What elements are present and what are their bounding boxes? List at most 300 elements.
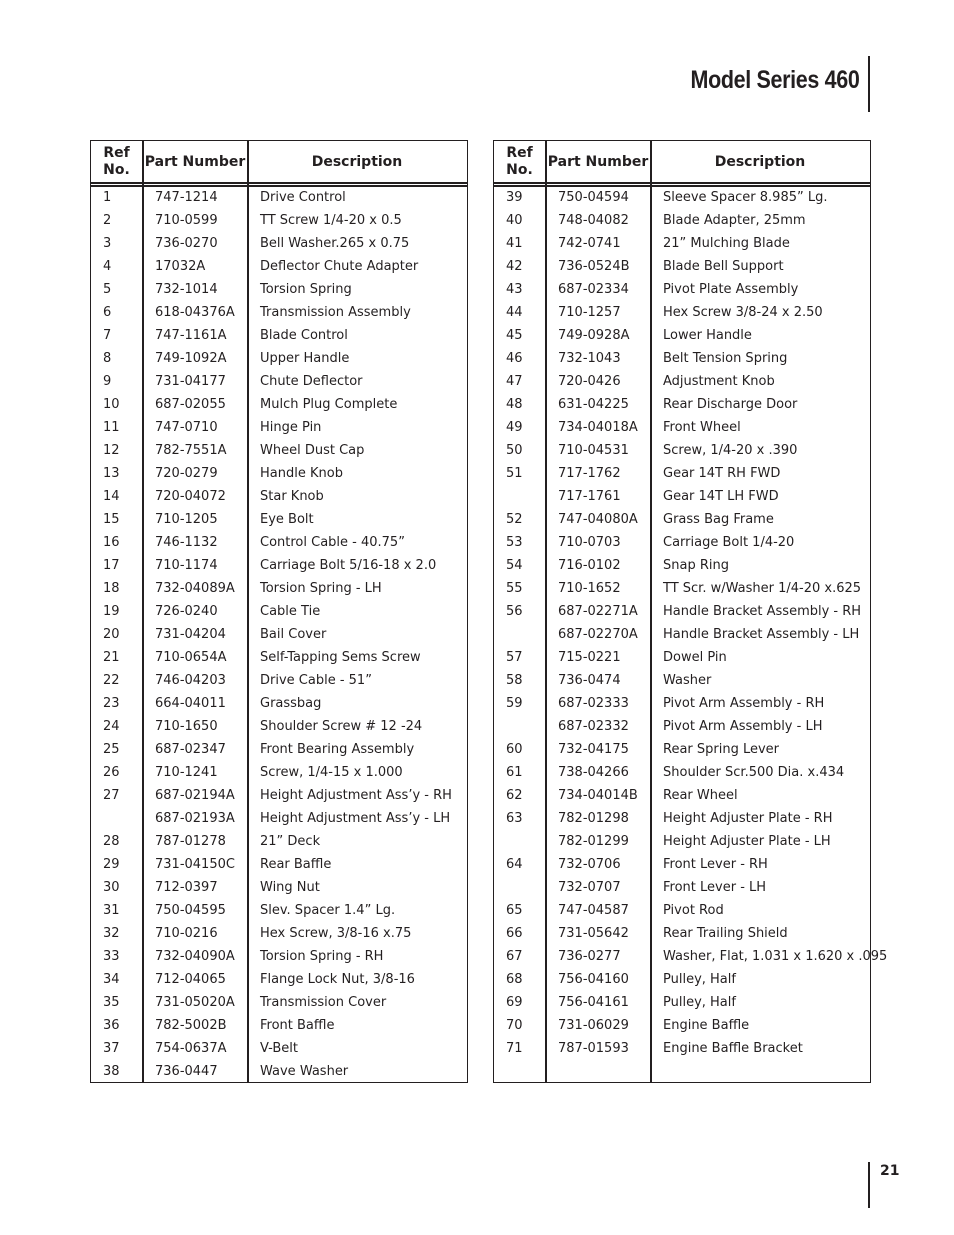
description-cell: Handle Bracket Assembly - LH: [663, 627, 860, 642]
ref-no-cell: 66: [506, 926, 523, 941]
description-cell: 21” Mulching Blade: [663, 236, 790, 251]
description-cell: Belt Tension Spring: [663, 351, 788, 366]
description-cell: Blade Control: [260, 328, 348, 343]
ref-no-cell: 38: [103, 1064, 120, 1079]
table-row: [494, 1015, 870, 1038]
ref-no-cell: 58: [506, 673, 523, 688]
description-cell: Wing Nut: [260, 880, 320, 895]
ref-no-cell: 2: [103, 213, 112, 228]
table-row: [494, 739, 870, 762]
part-number-cell: 687-02194A: [155, 788, 235, 803]
description-cell: Adjustment Knob: [663, 374, 775, 389]
ref-no-header: Ref No.: [506, 145, 533, 178]
part-number-cell: 736-0524B: [558, 259, 630, 274]
ref-no-cell: 56: [506, 604, 523, 619]
description-cell: Handle Bracket Assembly - RH: [663, 604, 862, 619]
table-row: [494, 532, 870, 555]
description-cell: Washer, Flat, 1.031 x 1.620 x .095: [663, 949, 888, 964]
description-header: Description: [714, 153, 806, 170]
description-cell: Pulley, Half: [663, 972, 736, 987]
part-number-cell: 687-02271A: [558, 604, 638, 619]
table-row: [91, 233, 467, 256]
description-cell: Rear Trailing Shield: [663, 926, 788, 941]
table-body: [494, 187, 888, 1061]
part-number-cell: 710-1205: [155, 512, 218, 527]
table-row: [91, 486, 467, 509]
table-row: [91, 739, 467, 762]
ref-no-cell: 63: [506, 811, 523, 826]
ref-no-cell: 5: [103, 282, 112, 297]
table-row: [91, 394, 467, 417]
table-row: [91, 716, 467, 739]
table-row: [494, 555, 870, 578]
table-row: [91, 923, 467, 946]
ref-no-cell: 36: [103, 1018, 120, 1033]
part-number-cell: 710-0703: [558, 535, 621, 550]
description-cell: Engine Baffle: [663, 1018, 750, 1033]
part-number-cell: 750-04594: [558, 190, 629, 205]
description-cell: Shoulder Screw # 12 -24: [260, 719, 423, 734]
part-number-cell: 738-04266: [558, 765, 629, 780]
part-number-cell: 732-1014: [155, 282, 218, 297]
ref-no-cell: 15: [103, 512, 120, 527]
part-number-cell: 710-0216: [155, 926, 218, 941]
table-row: [91, 325, 467, 348]
ref-no-cell: 60: [506, 742, 523, 757]
table-row: [91, 762, 467, 785]
part-number-cell: 712-0397: [155, 880, 218, 895]
ref-no-cell: 26: [103, 765, 120, 780]
ref-no-cell: 24: [103, 719, 120, 734]
ref-no-cell: 44: [506, 305, 523, 320]
description-header: Description: [311, 153, 403, 170]
ref-no-cell: 9: [103, 374, 112, 389]
table-row: [91, 624, 467, 647]
description-cell: Pivot Plate Assembly: [663, 282, 799, 297]
part-number-cell: 747-1161A: [155, 328, 227, 343]
part-number-header: Part Number: [547, 153, 649, 170]
table-row: [494, 302, 870, 325]
description-cell: Rear Wheel: [663, 788, 738, 803]
ref-no-cell: 33: [103, 949, 120, 964]
ref-no-cell: 67: [506, 949, 523, 964]
part-number-cell: 618-04376A: [155, 305, 235, 320]
description-cell: Front Wheel: [663, 420, 741, 435]
ref-no-cell: 19: [103, 604, 120, 619]
table-row: [91, 831, 467, 854]
part-number-cell: 17032A: [155, 259, 206, 274]
description-cell: Snap Ring: [663, 558, 729, 573]
description-cell: Dowel Pin: [663, 650, 727, 665]
ref-no-cell: 41: [506, 236, 523, 251]
part-number-cell: 736-0447: [155, 1064, 218, 1079]
part-number-cell: 731-05020A: [155, 995, 235, 1010]
table-row: [494, 187, 870, 210]
table-row: [494, 371, 870, 394]
part-number-cell: 710-1174: [155, 558, 218, 573]
table-row: [91, 900, 467, 923]
description-cell: Blade Adapter, 25mm: [663, 213, 806, 228]
part-number-cell: 687-02333: [558, 696, 629, 711]
ref-no-cell: 4: [103, 259, 112, 274]
description-cell: Pivot Arm Assembly - RH: [663, 696, 825, 711]
ref-no-cell: 43: [506, 282, 523, 297]
description-cell: Height Adjuster Plate - RH: [663, 811, 833, 826]
part-number-cell: 631-04225: [558, 397, 629, 412]
description-cell: Rear Spring Lever: [663, 742, 780, 757]
table-row: [494, 325, 870, 348]
table-row: [91, 1061, 467, 1084]
part-number-cell: 687-02332: [558, 719, 629, 734]
table-row: [494, 1038, 870, 1061]
part-number-cell: 750-04595: [155, 903, 226, 918]
table-row: [494, 877, 870, 900]
part-number-cell: 787-01278: [155, 834, 226, 849]
part-number-cell: 747-04080A: [558, 512, 638, 527]
part-number-cell: 731-04177: [155, 374, 226, 389]
table-row: [91, 532, 467, 555]
table-row: [494, 969, 870, 992]
part-number-cell: 747-0710: [155, 420, 218, 435]
description-cell: Height Adjustment Ass’y - LH: [260, 811, 451, 826]
ref-no-cell: 1: [103, 190, 112, 205]
part-number-cell: 732-0707: [558, 880, 621, 895]
ref-no-cell: 45: [506, 328, 523, 343]
table-row: [91, 279, 467, 302]
table-row: [91, 348, 467, 371]
part-number-cell: 749-0928A: [558, 328, 630, 343]
description-cell: Flange Lock Nut, 3/8-16: [260, 972, 415, 987]
ref-no-cell: 13: [103, 466, 120, 481]
description-cell: Carriage Bolt 5/16-18 x 2.0: [260, 558, 437, 573]
table-row: [494, 210, 870, 233]
table-row: [494, 417, 870, 440]
part-number-cell: 720-0426: [558, 374, 621, 389]
part-number-cell: 710-0654A: [155, 650, 227, 665]
description-cell: Engine Baffle Bracket: [663, 1041, 803, 1056]
part-number-cell: 787-01593: [558, 1041, 629, 1056]
table-row: [91, 969, 467, 992]
part-number-cell: 782-7551A: [155, 443, 227, 458]
part-number-cell: 782-5002B: [155, 1018, 227, 1033]
ref-no-cell: 32: [103, 926, 120, 941]
ref-no-cell: 8: [103, 351, 112, 366]
ref-no-cell: 34: [103, 972, 120, 987]
description-cell: Pivot Arm Assembly - LH: [663, 719, 823, 734]
ref-no-cell: 35: [103, 995, 120, 1010]
part-number-cell: 710-1241: [155, 765, 218, 780]
ref-no-cell: 48: [506, 397, 523, 412]
ref-no-cell: 3: [103, 236, 112, 251]
description-cell: Carriage Bolt 1/4-20: [663, 535, 795, 550]
description-cell: Lower Handle: [663, 328, 752, 343]
ref-no-cell: 70: [506, 1018, 523, 1033]
table-row: [91, 555, 467, 578]
table-row: [91, 578, 467, 601]
ref-no-cell: 31: [103, 903, 120, 918]
part-number-cell: 712-04065: [155, 972, 226, 987]
part-number-cell: 731-04150C: [155, 857, 235, 872]
table-row: [494, 578, 870, 601]
ref-no-cell: 42: [506, 259, 523, 274]
description-cell: Screw, 1/4-15 x 1.000: [260, 765, 403, 780]
table-row: [91, 854, 467, 877]
table-row: [91, 785, 467, 808]
part-number-cell: 734-04014B: [558, 788, 638, 803]
description-cell: Gear 14T LH FWD: [663, 489, 779, 504]
ref-no-cell: 10: [103, 397, 120, 412]
ref-no-cell: 11: [103, 420, 120, 435]
part-number-cell: 748-04082: [558, 213, 629, 228]
description-cell: Self-Tapping Sems Screw: [260, 650, 421, 665]
table-row: [494, 279, 870, 302]
description-cell: Height Adjustment Ass’y - RH: [260, 788, 452, 803]
description-cell: Control Cable - 40.75”: [260, 535, 405, 550]
table-row: [91, 877, 467, 900]
description-cell: Cable Tie: [260, 604, 321, 619]
description-cell: TT Screw 1/4-20 x 0.5: [260, 213, 402, 228]
table-row: [91, 1015, 467, 1038]
description-cell: Transmission Assembly: [260, 305, 411, 320]
part-number-cell: 756-04160: [558, 972, 629, 987]
part-number-cell: 716-0102: [558, 558, 621, 573]
table-row: [494, 509, 870, 532]
ref-no-cell: 57: [506, 650, 523, 665]
ref-no-cell: 28: [103, 834, 120, 849]
ref-no-cell: 21: [103, 650, 120, 665]
ref-no-cell: 22: [103, 673, 120, 688]
ref-no-cell: 14: [103, 489, 120, 504]
part-number-cell: 731-04204: [155, 627, 226, 642]
part-number-cell: 717-1762: [558, 466, 621, 481]
ref-no-cell: 47: [506, 374, 523, 389]
ref-no-cell: 39: [506, 190, 523, 205]
description-cell: Sleeve Spacer 8.985” Lg.: [663, 190, 828, 205]
description-cell: Wave Washer: [260, 1064, 349, 1079]
description-cell: Mulch Plug Complete: [260, 397, 398, 412]
table-row: [494, 854, 870, 877]
description-cell: Blade Bell Support: [663, 259, 784, 274]
part-number-cell: 747-1214: [155, 190, 218, 205]
table-row: [494, 394, 870, 417]
table-row: [494, 693, 870, 716]
part-number-cell: 746-04203: [155, 673, 226, 688]
table-row: [91, 210, 467, 233]
part-number-cell: 731-06029: [558, 1018, 629, 1033]
description-cell: Grassbag: [260, 696, 322, 711]
ref-no-cell: 59: [506, 696, 523, 711]
parts-table-right: [493, 140, 888, 1083]
description-cell: Pulley, Half: [663, 995, 736, 1010]
table-row: [91, 509, 467, 532]
ref-no-cell: 53: [506, 535, 523, 550]
table-row: [91, 1038, 467, 1061]
part-number-cell: 710-1650: [155, 719, 218, 734]
ref-no-cell: 65: [506, 903, 523, 918]
part-number-header: Part Number: [144, 153, 246, 170]
description-cell: Bail Cover: [260, 627, 327, 642]
ref-no-cell: 50: [506, 443, 523, 458]
part-number-cell: 710-0599: [155, 213, 218, 228]
part-number-cell: 687-02055: [155, 397, 226, 412]
table-row: [91, 187, 467, 210]
table-body: [91, 187, 467, 1084]
part-number-cell: 720-0279: [155, 466, 218, 481]
description-cell: Transmission Cover: [260, 995, 387, 1010]
table-row: [91, 946, 467, 969]
table-row: [91, 601, 467, 624]
description-cell: Torsion Spring - LH: [260, 581, 382, 596]
ref-no-cell: 17: [103, 558, 120, 573]
description-cell: Drive Cable - 51”: [260, 673, 372, 688]
part-number-cell: 687-02334: [558, 282, 629, 297]
table-row: [494, 233, 870, 256]
part-number-cell: 732-04175: [558, 742, 629, 757]
description-cell: Hex Screw 3/8-24 x 2.50: [663, 305, 823, 320]
ref-no-cell: 71: [506, 1041, 523, 1056]
part-number-cell: 746-1132: [155, 535, 218, 550]
table-row: [494, 256, 870, 279]
ref-no-cell: 12: [103, 443, 120, 458]
part-number-cell: 687-02270A: [558, 627, 638, 642]
description-cell: Drive Control: [260, 190, 346, 205]
table-row: [494, 946, 888, 969]
table-row: [494, 348, 870, 371]
part-number-cell: 736-0270: [155, 236, 218, 251]
description-cell: Wheel Dust Cap: [260, 443, 365, 458]
parts-table-left: [90, 140, 468, 1083]
table-row: [494, 785, 870, 808]
ref-no-cell: 18: [103, 581, 120, 596]
page-title: Model Series 460: [690, 66, 859, 94]
table-row: [91, 647, 467, 670]
description-cell: Hinge Pin: [260, 420, 322, 435]
description-cell: Height Adjuster Plate - LH: [663, 834, 831, 849]
table-row: [494, 440, 870, 463]
table-row: [91, 670, 467, 693]
table-row: [91, 992, 467, 1015]
part-number-cell: 732-04089A: [155, 581, 235, 596]
ref-no-cell: 54: [506, 558, 523, 573]
ref-no-header: Ref No.: [103, 145, 130, 178]
description-cell: Front Bearing Assembly: [260, 742, 415, 757]
description-cell: Front Lever - RH: [663, 857, 768, 872]
ref-no-cell: 64: [506, 857, 523, 872]
ref-no-cell: 40: [506, 213, 523, 228]
table-row: [494, 762, 870, 785]
description-cell: 21” Deck: [260, 834, 321, 849]
description-cell: Pivot Rod: [663, 903, 724, 918]
description-cell: Hex Screw, 3/8-16 x.75: [260, 926, 412, 941]
part-number-cell: 715-0221: [558, 650, 621, 665]
ref-no-cell: 51: [506, 466, 523, 481]
part-number-cell: 731-05642: [558, 926, 629, 941]
part-number-cell: 736-0474: [558, 673, 621, 688]
part-number-cell: 726-0240: [155, 604, 218, 619]
part-number-cell: 754-0637A: [155, 1041, 227, 1056]
description-cell: Bell Washer.265 x 0.75: [260, 236, 410, 251]
ref-no-cell: 27: [103, 788, 120, 803]
table-row: [494, 992, 870, 1015]
part-number-cell: 710-1257: [558, 305, 621, 320]
part-number-cell: 736-0277: [558, 949, 621, 964]
table-row: [91, 440, 467, 463]
description-cell: Washer: [663, 673, 712, 688]
title-divider: [868, 56, 870, 112]
description-cell: TT Scr. w/Washer 1/4-20 x.625: [663, 581, 862, 596]
description-cell: Screw, 1/4-20 x .390: [663, 443, 798, 458]
table-row: [494, 601, 870, 624]
ref-no-cell: 55: [506, 581, 523, 596]
footer-divider: [868, 1162, 870, 1208]
ref-no-cell: 52: [506, 512, 523, 527]
part-number-cell: 742-0741: [558, 236, 621, 251]
part-number-cell: 710-04531: [558, 443, 629, 458]
description-cell: Front Lever - LH: [663, 880, 767, 895]
table-row: [494, 716, 870, 739]
part-number-cell: 756-04161: [558, 995, 629, 1010]
description-cell: Torsion Spring - RH: [260, 949, 384, 964]
table-row: [494, 647, 870, 670]
description-cell: Upper Handle: [260, 351, 350, 366]
ref-no-cell: 30: [103, 880, 120, 895]
description-cell: Shoulder Scr.500 Dia. x.434: [663, 765, 845, 780]
table-row: [494, 923, 870, 946]
ref-no-cell: 25: [103, 742, 120, 757]
table-row: [91, 463, 467, 486]
description-cell: V-Belt: [260, 1041, 298, 1056]
description-cell: Gear 14T RH FWD: [663, 466, 781, 481]
part-number-cell: 749-1092A: [155, 351, 227, 366]
ref-no-cell: 7: [103, 328, 112, 343]
table-row: [494, 831, 870, 854]
part-number-cell: 732-04090A: [155, 949, 235, 964]
ref-no-cell: 20: [103, 627, 120, 642]
part-number-cell: 710-1652: [558, 581, 621, 596]
part-number-cell: 732-1043: [558, 351, 621, 366]
description-cell: Deflector Chute Adapter: [260, 259, 419, 274]
table-row: [91, 693, 467, 716]
part-number-cell: 782-01298: [558, 811, 629, 826]
table-row: [91, 417, 467, 440]
description-cell: Rear Baffle: [260, 857, 332, 872]
description-cell: Grass Bag Frame: [663, 512, 774, 527]
ref-no-cell: 23: [103, 696, 120, 711]
table-row: [494, 624, 870, 647]
description-cell: Torsion Spring: [260, 282, 352, 297]
description-cell: Slev. Spacer 1.4” Lg.: [260, 903, 396, 918]
ref-no-cell: 68: [506, 972, 523, 987]
ref-no-cell: 61: [506, 765, 523, 780]
part-number-cell: 720-04072: [155, 489, 226, 504]
part-number-cell: 664-04011: [155, 696, 226, 711]
table-row: [91, 256, 467, 279]
description-cell: Eye Bolt: [260, 512, 314, 527]
description-cell: Front Baffle: [260, 1018, 335, 1033]
table-row: [91, 302, 467, 325]
ref-no-cell: 29: [103, 857, 120, 872]
table-row: [494, 900, 870, 923]
description-cell: Chute Deflector: [260, 374, 363, 389]
part-number-cell: 732-0706: [558, 857, 621, 872]
ref-no-cell: 37: [103, 1041, 120, 1056]
table-row: [494, 808, 870, 831]
ref-no-cell: 6: [103, 305, 112, 320]
part-number-cell: 717-1761: [558, 489, 621, 504]
table-row: [494, 670, 870, 693]
table-row: [91, 808, 467, 831]
description-cell: Star Knob: [260, 489, 324, 504]
